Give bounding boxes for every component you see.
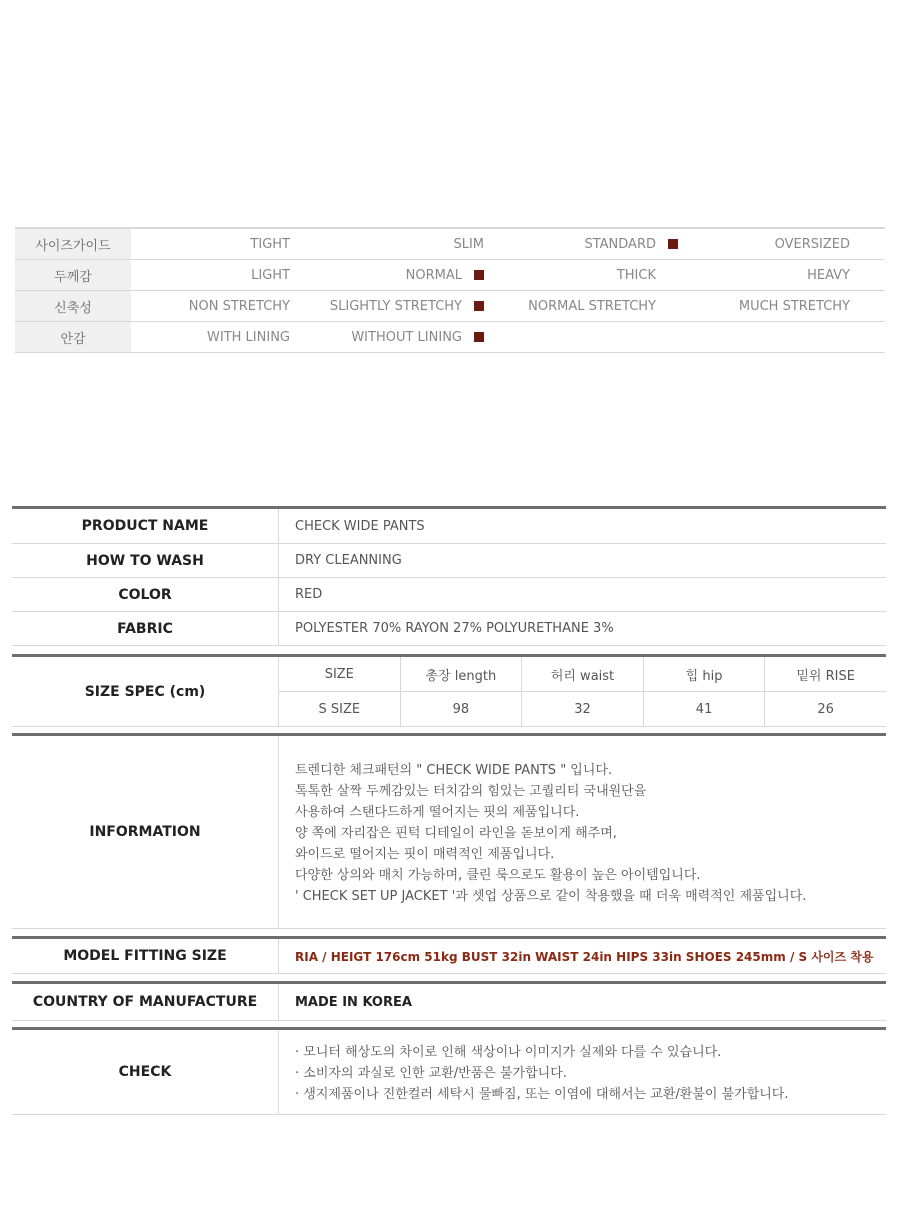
guide-option: OVERSIZED (774, 236, 850, 252)
check-line: · 모니터 해상도의 차이로 인해 색상이나 이미지가 실제와 다를 수 있습니다. (295, 1045, 722, 1060)
size-spec-table (12, 654, 886, 727)
size-spec-data-row (279, 691, 886, 726)
info-line: 다양한 상의와 매치 가능하며, 클린 룩으로도 활용이 높은 아이템입니다. (295, 868, 701, 883)
guide-label: 신축성 (15, 291, 131, 321)
guide-option-selected: NORMAL (325, 260, 497, 290)
guide-option: MUCH STRETCHY (738, 298, 850, 314)
information-table (12, 733, 886, 929)
info-line: 톡톡한 살짝 두께감있는 터치감의 힘있는 고퀄리티 국내원단을 (295, 784, 647, 799)
info-line: 와이드로 떨어지는 핏이 매력적인 제품입니다. (295, 847, 555, 862)
spec-cell: S SIZE (318, 701, 361, 717)
guide-option-selected: SLIGHTLY STRETCHY (325, 291, 497, 321)
information-row (12, 736, 886, 929)
guide-label: 안감 (15, 322, 131, 352)
info-line: 양 쪽에 자리잡은 핀턱 디테일이 라인을 돋보이게 해주며, (295, 826, 617, 841)
product-name-label: PRODUCT NAME (12, 509, 279, 543)
guide-option: TIGHT (250, 236, 290, 252)
country-label: COUNTRY OF MANUFACTURE (12, 984, 279, 1020)
country-value: MADE IN KOREA (295, 994, 412, 1010)
spec-cell: 26 (764, 692, 886, 726)
info-line: ' CHECK SET UP JACKET '과 셋업 상품으로 같이 착용했을 때 더욱 매력적인 제품입니다. (295, 889, 807, 904)
color-value: RED (295, 587, 323, 602)
product-name-value: CHECK WIDE PANTS (295, 518, 425, 534)
check-line: · 생지제품이나 진한컬러 세탁시 물빠짐, 또는 이염에 대해서는 교환/환불이 불가합니다. (295, 1087, 789, 1102)
check-label: CHECK (12, 1030, 279, 1114)
guide-option-selected: STANDARD (519, 229, 691, 259)
selected-marker-icon (668, 239, 678, 249)
guide-label: 사이즈가이드 (15, 229, 131, 259)
color-label: COLOR (12, 578, 279, 611)
fabric-label: FABRIC (12, 612, 279, 645)
model-row (12, 939, 886, 974)
information-label: INFORMATION (12, 736, 279, 928)
check-line: · 소비자의 과실로 인한 교환/반품은 불가합니다. (295, 1066, 567, 1081)
product-name-row (12, 509, 886, 544)
fabric-value: POLYESTER 70% RAYON 27% POLYURETHANE 3% (295, 621, 614, 636)
size-guide-table (15, 227, 885, 353)
spec-header-cell: SIZE (324, 666, 354, 682)
model-table (12, 936, 886, 974)
selected-marker-icon (474, 301, 484, 311)
guide-label: 두께감 (15, 260, 131, 290)
spec-header-cell: 총장 length (400, 657, 522, 691)
guide-option: NORMAL STRETCHY (528, 298, 656, 314)
guide-row-thickness (15, 260, 885, 291)
guide-option: WITH LINING (207, 329, 290, 345)
guide-option: NON STRETCHY (188, 298, 290, 314)
check-table (12, 1027, 886, 1115)
guide-option-selected: WITHOUT LINING (325, 322, 497, 352)
guide-option (497, 322, 691, 352)
guide-row-fit (15, 229, 885, 260)
info-line: 트렌디한 체크패턴의 " CHECK WIDE PANTS " 입니다. (295, 763, 613, 778)
wash-row (12, 544, 886, 578)
size-spec-row (12, 657, 886, 727)
spec-header-cell: 밑위 RISE (764, 657, 886, 691)
guide-option: SLIM (453, 236, 484, 252)
country-row (12, 984, 886, 1021)
spec-header-cell: 허리 waist (521, 657, 643, 691)
model-value: RIA / HEIGT 176cm 51kg BUST 32in WAIST 24in HIPS 33in SHOES 245mm / S 사이즈 착용 (295, 949, 874, 964)
size-spec-grid (279, 657, 886, 726)
wash-value: DRY CLEANNING (295, 553, 402, 568)
spec-cell: 41 (643, 692, 765, 726)
size-spec-header (279, 657, 886, 691)
color-row (12, 578, 886, 612)
selected-marker-icon (474, 270, 484, 280)
guide-option: THICK (616, 267, 656, 283)
fabric-row (12, 612, 886, 646)
size-spec-label: SIZE SPEC (cm) (12, 657, 279, 726)
selected-marker-icon (474, 332, 484, 342)
guide-option (691, 322, 885, 352)
model-label: MODEL FITTING SIZE (12, 939, 279, 973)
check-text (279, 1030, 886, 1114)
product-info-table (12, 506, 886, 646)
check-row (12, 1030, 886, 1115)
spec-cell: 98 (400, 692, 522, 726)
guide-option: LIGHT (251, 267, 290, 283)
guide-row-lining (15, 322, 885, 353)
info-line: 사용하여 스탠다드하게 떨어지는 핏의 제품입니다. (295, 805, 580, 820)
country-table (12, 981, 886, 1021)
guide-option: HEAVY (807, 267, 850, 283)
information-text (279, 736, 886, 928)
wash-label: HOW TO WASH (12, 544, 279, 577)
spec-header-cell: 힙 hip (643, 657, 765, 691)
spec-cell: 32 (521, 692, 643, 726)
guide-row-stretch (15, 291, 885, 322)
